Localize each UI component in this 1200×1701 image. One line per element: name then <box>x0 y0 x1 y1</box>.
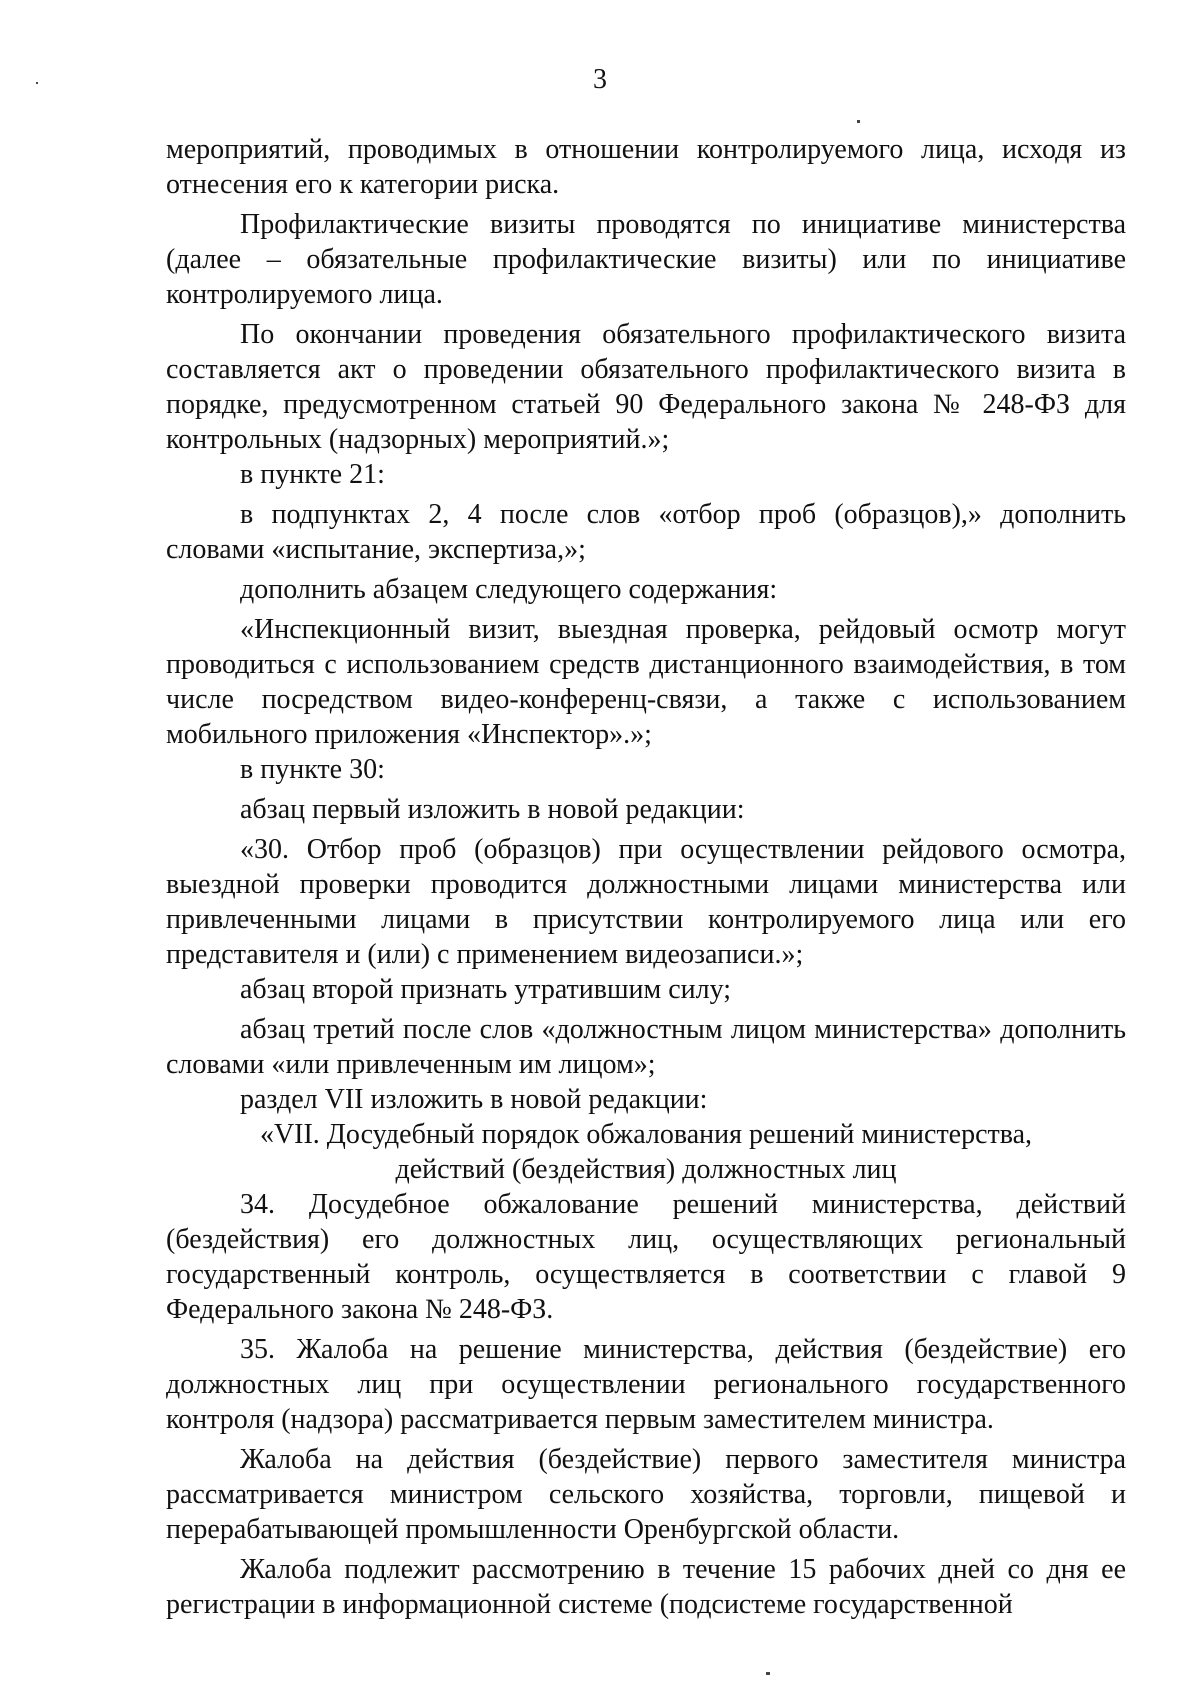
scan-speck <box>766 1672 770 1675</box>
paragraph: «30. Отбор проб (образцов) при осуществлении рейдового осмотра, выездной проверки проводится должностными лицами министерства или привлеченными лицами в присутствии контролируемого лица или его представителя и (или) с применением видеозаписи.»; <box>166 834 1126 970</box>
document-body <box>166 132 1126 1622</box>
page-number: 3 <box>593 64 607 95</box>
scan-speck <box>36 82 38 84</box>
paragraph: дополнить абзацем следующего содержания: <box>240 574 778 605</box>
section-heading-line-1: «VII. Досудебный порядок обжалования решений министерства, <box>259 1119 1033 1150</box>
paragraph: Жалоба на действия (бездействие) первого заместителя министра рассматривается министром сельского хозяйства, торговли, пищевой и перерабатывающей промышленности Оренбургской области. <box>166 1444 1126 1545</box>
scan-speck <box>857 120 860 123</box>
paragraph: абзац первый изложить в новой редакции: <box>240 794 745 825</box>
paragraph: «Инспекционный визит, выездная проверка, рейдовый осмотр могут проводиться с использованием средств дистанционного взаимодействия, в том числе посредством видео-конференц-связи, а также с использованием мобильного приложения «Инспектор».»; <box>166 614 1126 750</box>
paragraph: в подпунктах 2, 4 после слов «отбор проб (образцов),» дополнить словами «испытание, экспертиза,»; <box>166 499 1126 565</box>
paragraph: абзац третий после слов «должностным лицом министерства» дополнить словами «или привлеченным им лицом»; <box>166 1014 1126 1080</box>
section-heading-line-2: действий (бездействия) должностных лиц <box>395 1154 897 1185</box>
paragraph: 34. Досудебное обжалование решений министерства, действий (бездействия) его должностных лиц, осуществляющих региональный государственный контроль, осуществляется в соответствии с главой 9 Федерального закона № 248-ФЗ. <box>166 1189 1126 1325</box>
paragraph: абзац второй признать утратившим силу; <box>240 974 732 1005</box>
paragraph: в пункте 21: <box>240 459 385 490</box>
paragraph: По окончании проведения обязательного профилактического визита составляется акт о проведении обязательного профилактического визита в порядке, предусмотренном статьей 90 Федерального закона № 248-ФЗ для контрольных (надзорных) мероприятий.»; <box>166 319 1126 455</box>
paragraph: 35. Жалоба на решение министерства, действия (бездействие) его должностных лиц при осуществлении регионального государственного контроля (надзора) рассматривается первым заместителем министра. <box>166 1334 1126 1435</box>
paragraph: в пункте 30: <box>240 754 385 785</box>
paragraph: мероприятий, проводимых в отношении контролируемого лица, исходя из отнесения его к категории риска. <box>166 134 1126 200</box>
paragraph: раздел VII изложить в новой редакции: <box>240 1084 708 1115</box>
paragraph: Профилактические визиты проводятся по инициативе министерства (далее – обязательные профилактические визиты) или по инициативе контролируемого лица. <box>166 209 1126 310</box>
paragraph: Жалоба подлежит рассмотрению в течение 15 рабочих дней со дня ее регистрации в информационной системе (подсистеме государственной <box>166 1554 1126 1620</box>
